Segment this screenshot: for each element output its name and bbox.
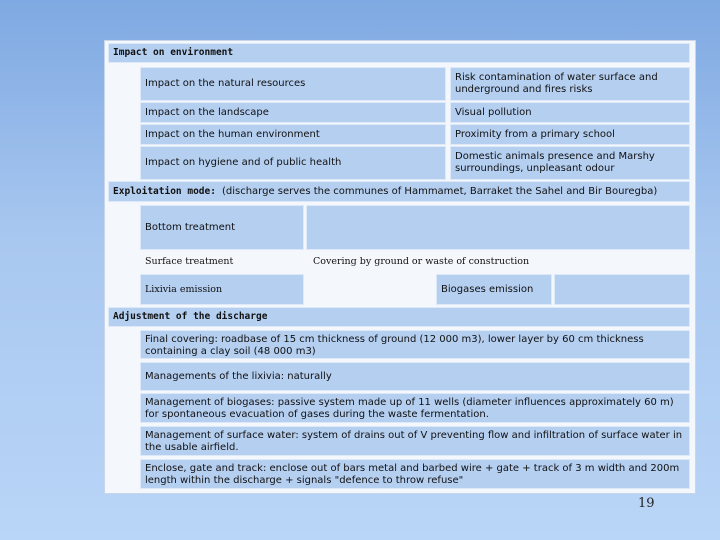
impact-label-human-environment: Impact on the human environment — [140, 124, 446, 145]
covering-cell: Covering by ground or waste of construction — [308, 251, 690, 273]
bottom-treatment-cell: Bottom treatment — [140, 205, 304, 250]
empty-cell-right-bottom — [554, 274, 690, 305]
empty-cell-right-top — [306, 205, 690, 250]
page-number: 19 — [638, 496, 655, 511]
impact-label-hygiene: Impact on hygiene and of public health — [140, 146, 446, 180]
surface-treatment-cell: Surface treatment — [140, 251, 304, 273]
adjustment-enclose-gate-track: Enclose, gate and track: enclose out of bars metal and barbed wire + gate + track of 3 m width and 200m length within the discharge + signals "defence to throw refuse" — [140, 459, 690, 489]
empty-cell-middle — [306, 274, 436, 305]
lixivia-emission-cell: Lixivia emission — [140, 274, 304, 305]
adjustment-surface-water: Management of surface water: system of drains out of V preventing flow and infiltration of surface water in the usable airfield. — [140, 426, 690, 456]
impact-value-human-environment: Proximity from a primary school — [450, 124, 690, 145]
impact-label-landscape: Impact on the landscape — [140, 102, 446, 123]
exploitation-mode-row — [108, 181, 690, 202]
adjustment-lixivia: Managements of the lixivia: naturally — [140, 362, 690, 391]
biogases-emission-cell: Biogases emission — [436, 274, 552, 305]
exploitation-mode-text: (discharge serves the communes of Hammamet, Barraket the Sahel and Bir Bouregba) — [221, 185, 658, 197]
impact-value-landscape: Visual pollution — [450, 102, 690, 123]
impact-value-natural-resources: Risk contamination of water surface and underground and fires risks — [450, 67, 690, 101]
exploitation-mode-label: Exploitation mode: — [113, 185, 216, 197]
adjustment-biogases: Management of biogases: passive system made up of 11 wells (diameter influences approximately 60 m) for spontaneous evacuation of gases during the waste fermentation. — [140, 393, 690, 423]
section-title-adjustment: Adjustment of the discharge — [108, 307, 690, 327]
impact-label-natural-resources: Impact on the natural resources — [140, 67, 446, 101]
section-title-impact: Impact on environment — [108, 43, 690, 63]
impact-value-hygiene: Domestic animals presence and Marshy surroundings, unpleasant odour — [450, 146, 690, 180]
adjustment-final-covering: Final covering: roadbase of 15 cm thickness of ground (12 000 m3), lower layer by 60 cm thickness containing a clay soil (48 000 m3) — [140, 330, 690, 359]
